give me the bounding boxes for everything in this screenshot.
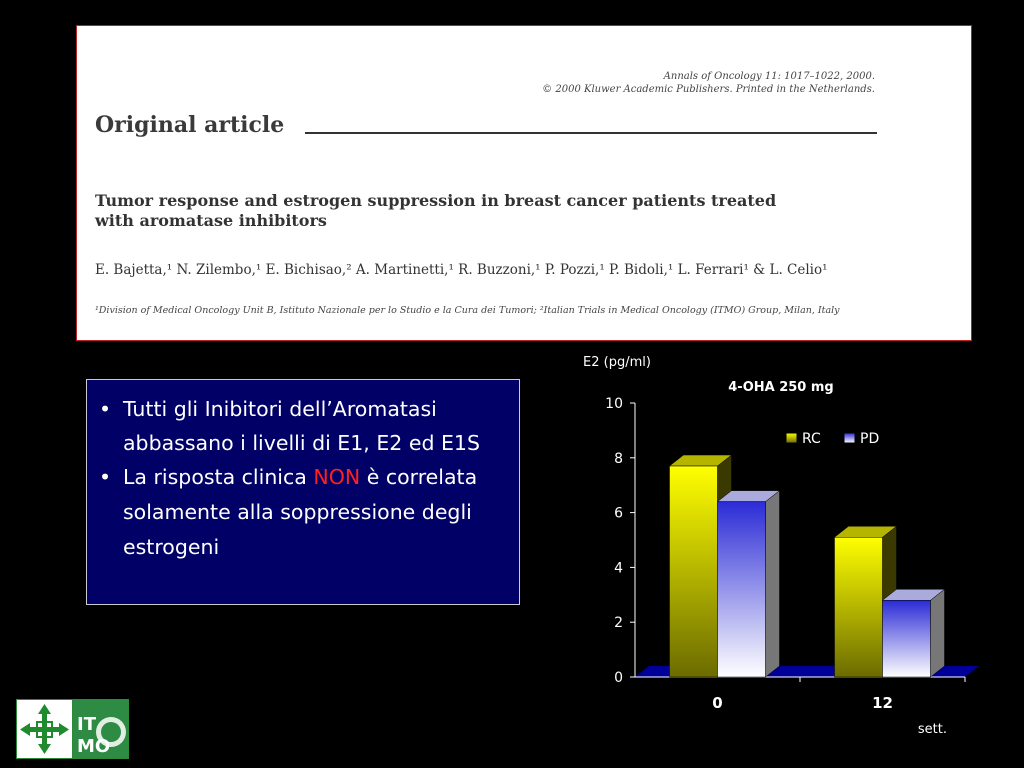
bar-rc: [670, 466, 718, 677]
article-authors: E. Bajetta,¹ N. Zilembo,¹ E. Bichisao,² A. Martinetti,¹ R. Buzzoni,¹ P. Pozzi,¹ P. Bidoli,¹ L. Ferrari¹ & L. Celio¹: [95, 262, 828, 278]
y-tick-label: 4: [614, 560, 623, 577]
bullet-item-1: [99, 392, 509, 460]
bar-pd: [718, 502, 766, 677]
bullet-item-2: [99, 460, 509, 565]
article-title: Tumor response and estrogen suppression in breast cancer patients treated with aromatase inhibitors: [95, 191, 777, 230]
x-tick-label: 12: [872, 694, 893, 712]
itmo-logo-icon: [73, 700, 128, 758]
itmo-logo-text-2: MO: [77, 736, 111, 757]
chart-title: 4-OHA 250 mg: [728, 380, 834, 395]
bar-rc: [835, 537, 883, 677]
legend-label-rc: RC: [802, 431, 821, 447]
y-tick-label: 0: [614, 670, 623, 686]
x-tick-label: 0: [712, 694, 723, 712]
y-tick-label: 6: [614, 505, 623, 522]
bar-side-pd: [931, 589, 945, 677]
itmo-logo-text-1: IT: [77, 714, 96, 735]
bullet-dot: •: [99, 397, 112, 421]
bullet-text-1: Tutti gli Inibitori dell’Aromatasi abbassano i livelli di E1, E2 ed E1S: [123, 397, 480, 455]
journal-line-2: © 2000 Kluwer Academic Publishers. Printed in the Netherlands.: [542, 84, 875, 95]
y-axis-label: E2 (pg/ml): [583, 355, 651, 370]
organization-logo: [16, 699, 73, 759]
y-tick-label: 10: [605, 396, 623, 412]
legend-label-pd: PD: [860, 431, 880, 447]
legend-swatch-pd: [844, 433, 855, 443]
plot-area: [605, 396, 979, 712]
bar-side-pd: [766, 491, 780, 677]
section-rule: [305, 132, 877, 134]
e2-bar-chart: [560, 345, 1020, 745]
bullet-box: [86, 379, 520, 605]
bullet-text-2-pre: La risposta clinica: [123, 465, 314, 489]
article-affiliation: ¹Division of Medical Oncology Unit B, Istituto Nazionale per lo Studio e la Cura dei Tumori; ²Italian Trials in Medical Oncology (ITMO) Group, Milan, Italy: [95, 305, 840, 316]
bullet-dot: •: [99, 465, 112, 489]
section-label: Original article: [95, 112, 285, 138]
x-axis-unit-label: sett.: [917, 722, 947, 737]
y-tick-label: 8: [614, 450, 623, 467]
arrows-logo-icon: [17, 700, 72, 758]
bullet-text-2-post: è correlata solamente alla soppressione degli estrogeni: [123, 465, 478, 559]
y-tick-label: 2: [614, 615, 623, 632]
legend-swatch-rc: [786, 433, 797, 443]
bar-pd: [883, 600, 931, 677]
itmo-logo: [72, 699, 129, 759]
bullet-highlight-non: NON: [313, 465, 361, 489]
journal-citation: [542, 70, 875, 96]
journal-line-1: Annals of Oncology 11: 1017–1022, 2000.: [663, 71, 875, 82]
article-header-image: [76, 25, 972, 341]
